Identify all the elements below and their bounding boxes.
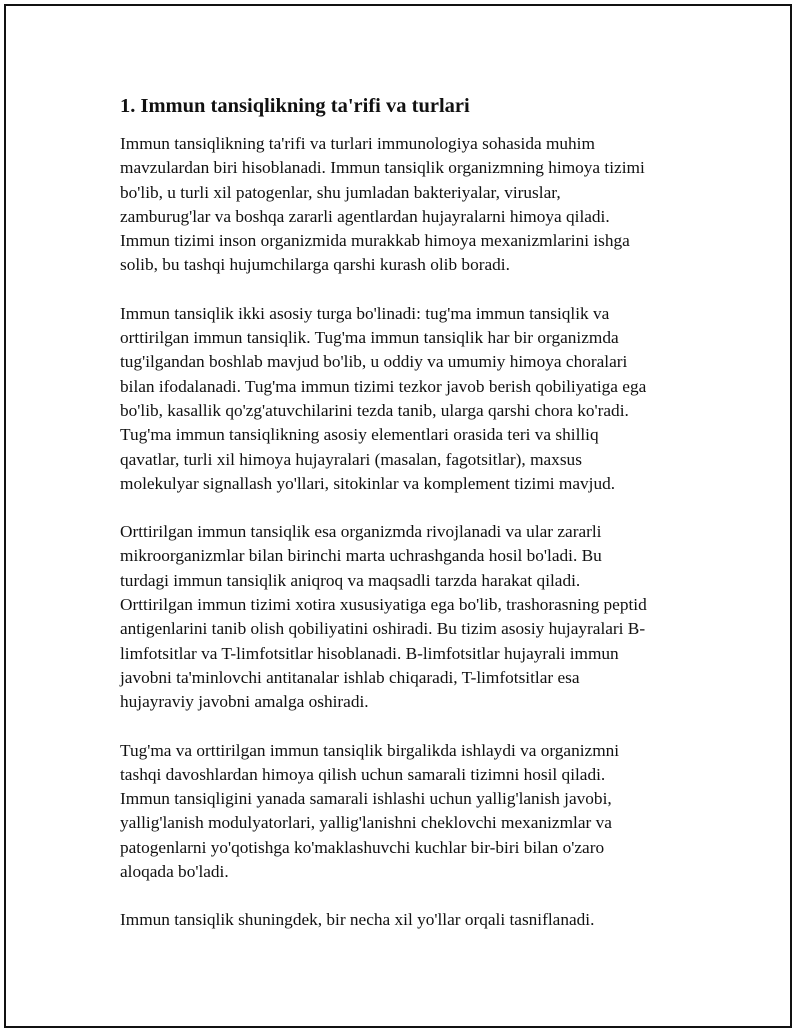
paragraph [120,302,700,496]
document-content [120,92,700,957]
section-heading: 1. Immun tansiqlikning ta'rifi va turlari [120,95,470,117]
text-line: Immun tansiqlikning ta'rifi va turlari immunologiya sohasida muhim [120,134,595,153]
text-line: Immun tansiqlik ikki asosiy turga bo'linadi: tug'ma immun tansiqlik va [120,303,610,323]
text-line: antigenlarini tanib olish qobiliyatini oshiradi. Bu tizim asosiy hujayralari B- [120,619,646,639]
paragraph [120,908,700,932]
text-line: orttirilgan immun tansiqlik. Tug'ma immun tansiqlik har bir organizmda [120,328,619,348]
text-line: Tug'ma immun tansiqlikning asosiy elementlari orasida teri va shilliq [120,425,599,445]
text-line: tug'ilgandan boshlab mavjud bo'lib, u oddiy va umumiy himoya choralari [120,352,628,372]
paragraph [120,520,700,714]
text-line: solib, bu tashqi hujumchilarga qarshi kurash olib boradi. [120,255,510,275]
paragraph [120,739,700,885]
text-line: Immun tansiqlik shuningdek, bir necha xil yo'llar orqali tasniflanadi. [120,910,595,930]
text-line: qavatlar, turli xil himoya hujayralari (masalan, fagotsitlar), maxsus [120,449,582,469]
text-line: aloqada bo'ladi. [120,862,229,882]
paragraph-container [120,132,700,933]
text-line: hujayraviy javobni amalga oshiradi. [120,692,369,712]
text-line: tashqi davoshlardan himoya qilish uchun samarali tizimni hosil qiladi. [120,764,606,784]
text-line: Tug'ma va orttirilgan immun tansiqlik birgalikda ishlaydi va organizmni [120,740,620,760]
text-line: Orttirilgan immun tizimi xotira xususiyatiga ega bo'lib, trashorasning peptid [120,595,647,615]
text-line: molekulyar signallash yo'llari, sitokinlar va komplement tizimi mavjud. [120,473,616,493]
text-line: yallig'lanish modulyatorlari, yallig'lanishni cheklovchi mexanizmlar va [120,813,612,833]
text-line: bo'lib, kasallik qo'zg'atuvchilarini tezda tanib, ularga qarshi chora ko'radi. [120,400,629,420]
text-line: mavzulardan biri hisoblanadi. Immun tansiqlik organizmning himoya tizimi [120,158,645,178]
text-line: patogenlarni yo'qotishga ko'maklashuvchi kuchlar bir-biri bilan o'zaro [120,837,605,857]
text-line: javobni ta'minlovchi antitanalar ishlab chiqaradi, T-limfotsitlar esa [120,667,580,687]
text-line: Orttirilgan immun tansiqlik esa organizmda rivojlanadi va ular zararli [120,522,602,542]
paragraph [120,132,700,278]
text-line: Immun tizimi inson organizmida murakkab himoya mexanizmlarini ishga [120,231,630,251]
document-page [4,4,792,1028]
text-line: bo'lib, u turli xil patogenlar, shu jumladan bakteriyalar, viruslar, [120,182,561,202]
text-line: mikroorganizmlar bilan birinchi marta uchrashganda hosil bo'ladi. Bu [120,546,602,566]
text-line: turdagi immun tansiqlik aniqroq va maqsadli tarzda harakat qiladi. [120,570,581,590]
text-line: Immun tansiqligini yanada samarali ishlashi uchun yallig'lanish javobi, [120,789,612,809]
text-line: limfotsitlar va T-limfotsitlar hisoblanadi. B-limfotsitlar hujayrali immun [120,643,619,663]
text-line: zamburug'lar va boshqa zararli agentlardan hujayralarni himoya qiladi. [120,206,610,226]
text-line: bilan ifodalanadi. Tug'ma immun tizimi tezkor javob berish qobiliyatiga ega [120,376,647,396]
